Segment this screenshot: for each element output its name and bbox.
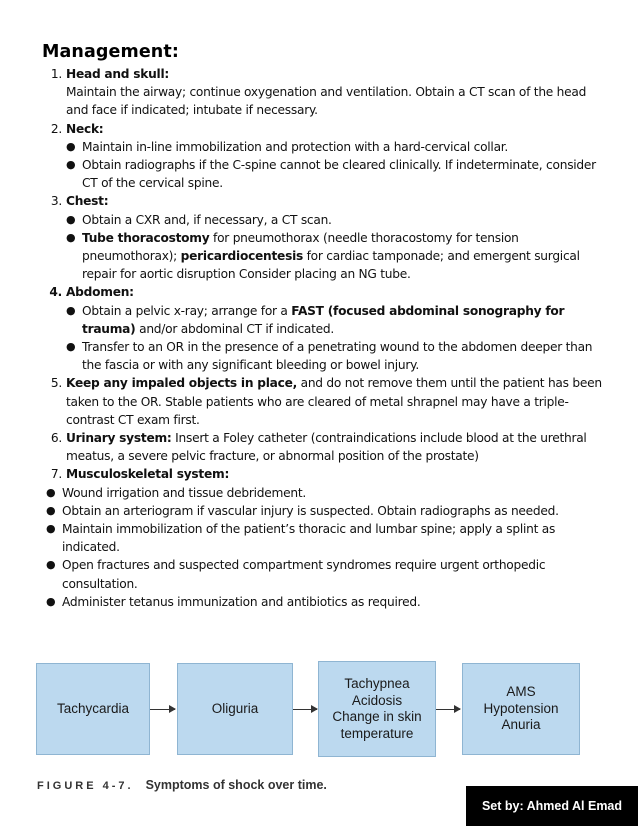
list-item: ● Open fractures and suspected compartment syndromes require urgent orthopedic consultation. (46, 558, 546, 591)
bullet-icon: ● (66, 158, 76, 172)
list-item: ● Maintain immobilization of the patient’s thoracic and lumbar spine; apply a splint as indicated. (46, 522, 556, 555)
section-text: Maintain the airway; continue oxygenation and ventilation. Obtain a CT scan of the head and face if indicated; intubate if necessary. (66, 85, 587, 118)
list-item: ● Obtain an arteriogram if vascular injury is suspected. Obtain radiographs as needed. (44, 502, 604, 520)
bullet-icon: ● (66, 230, 76, 244)
section-number: 2. (50, 121, 62, 136)
management-list (44, 65, 604, 611)
section-abdomen (44, 283, 604, 301)
credit-badge: Set by: Ahmed Al Emad (466, 786, 638, 826)
shock-flow-diagram (0, 655, 638, 755)
section-impaled-objects (44, 374, 604, 429)
section-number: 5. (50, 376, 62, 391)
arrow-icon (293, 709, 317, 710)
bullet-icon: ● (66, 340, 76, 354)
section-musculoskeletal (44, 465, 604, 483)
list-item: ● Tube thoracostomy for pneumothorax (needle thoracostomy for tension pneumothorax); pericardiocentesis for cardiac tamponade; and emergent surgical repair for aortic disruption Consider placing an NG tube. (66, 230, 580, 282)
bullet-icon: ● (46, 522, 56, 536)
flow-box-ams: AMS Hypotension Anuria (462, 663, 580, 755)
bullet-icon: ● (46, 558, 56, 572)
section-number: 7. (50, 467, 62, 482)
bullet-icon: ● (46, 503, 56, 517)
flow-box-oliguria: Oliguria (177, 663, 293, 755)
section-urinary (44, 429, 604, 465)
section-title: Musculoskeletal system: (66, 467, 230, 482)
section-neck (44, 120, 604, 138)
figure-caption-text: Symptoms of shock over time. (145, 778, 327, 792)
bullet-icon: ● (66, 139, 76, 153)
bullet-icon: ● (46, 594, 56, 608)
section-text: Insert a Foley catheter (contraindications include blood at the urethral meatus, a severe pelvic fracture, or abnormal position of the prostate) (66, 431, 587, 464)
section-number: 3. (50, 194, 62, 209)
list-item: ● Obtain a CXR and, if necessary, a CT scan. (64, 211, 604, 229)
bullet-icon: ● (66, 303, 76, 317)
section-title: Abdomen: (66, 285, 134, 300)
abdomen-bullets (44, 302, 604, 375)
musculoskeletal-bullets (44, 484, 604, 611)
neck-bullets (44, 138, 604, 193)
section-chest (44, 192, 604, 210)
flow-box-tachypnea: Tachypnea Acidosis Change in skin temperature (318, 661, 436, 757)
section-title: Urinary system: (66, 431, 172, 446)
flow-box-tachycardia: Tachycardia (36, 663, 150, 755)
page-title: Management: (42, 42, 179, 62)
bullet-icon: ● (46, 485, 56, 499)
section-title: Keep any impaled objects in place, (66, 376, 297, 391)
figure-caption (37, 778, 327, 792)
section-title: Neck: (66, 121, 104, 136)
list-item: ● Wound irrigation and tissue debridement. (44, 484, 604, 502)
section-number: 6. (50, 431, 62, 446)
arrow-icon (436, 709, 460, 710)
list-item: ● Transfer to an OR in the presence of a penetrating wound to the abdomen deeper than the fascia or with any significant bleeding or bowel injury. (66, 340, 593, 373)
section-title: Chest: (66, 194, 109, 209)
figure-label: FIGURE 4-7. (37, 780, 134, 792)
section-number: 4. (49, 285, 62, 300)
section-number: 1. (50, 67, 62, 81)
list-item: ● Administer tetanus immunization and antibiotics as required. (44, 593, 604, 611)
section-text: and do not remove them until the patient has been taken to the OR. Stable patients who are cleared of metal shrapnel may have a triple-contrast CT exam first. (66, 376, 602, 427)
list-item: ● Obtain a pelvic x-ray; arrange for a FAST (focused abdominal sonography for trauma) and/or abdominal CT if indicated. (66, 303, 565, 336)
chest-bullets (44, 211, 604, 284)
section-head-skull (44, 65, 604, 120)
list-item: ● Obtain radiographs if the C-spine cannot be cleared clinically. If indeterminate, consider CT of the cervical spine. (66, 158, 596, 191)
arrow-icon (150, 709, 175, 710)
bullet-icon: ● (66, 212, 76, 226)
section-title: Head and skull: (66, 67, 170, 81)
list-item: ● Maintain in-line immobilization and protection with a hard-cervical collar. (64, 138, 604, 156)
